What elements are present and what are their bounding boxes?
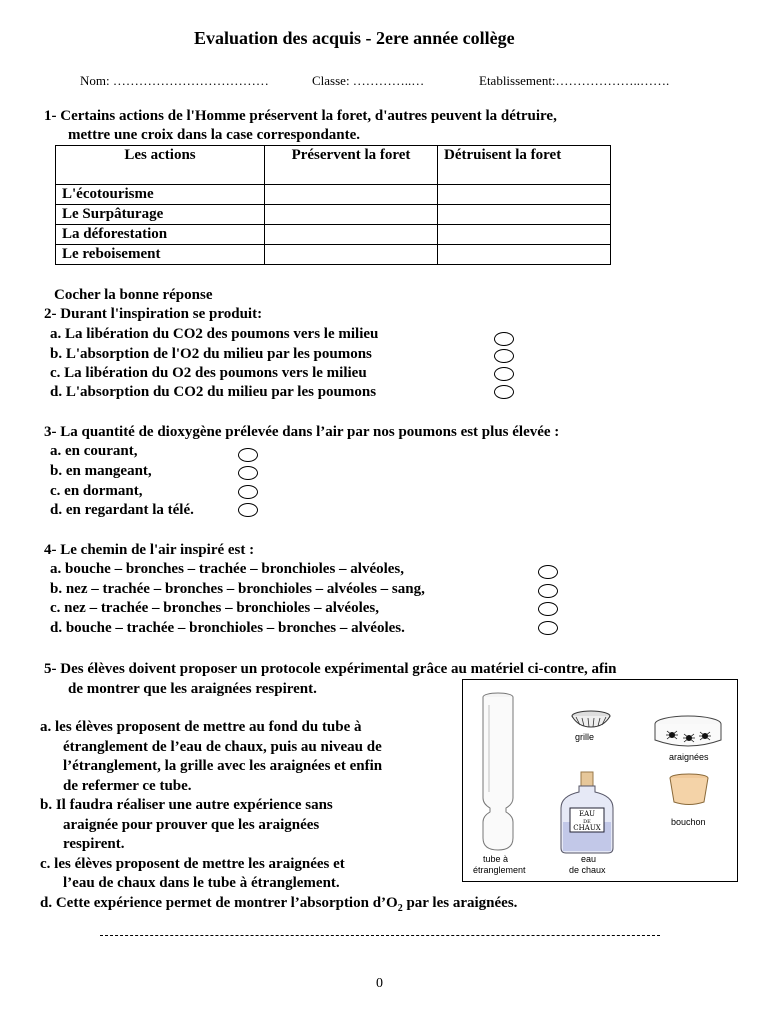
label-bouchon: bouchon (671, 817, 706, 827)
check-cell[interactable] (265, 205, 438, 225)
q1-line1: 1- Certains actions de l'Homme préservent la foret, d'autres peuvent la détruire, (44, 108, 557, 124)
row-label: L'écotourisme (56, 185, 265, 205)
q2-option-b: b. L'absorption de l'O2 du milieu par les poumons (50, 346, 372, 362)
q3-option-d: d. en regardant la télé. (50, 502, 194, 518)
check-cell[interactable] (265, 245, 438, 265)
q5-item-c-2: l’eau de chaux dans le tube à étranglement. (63, 875, 340, 891)
table-header-row (56, 146, 611, 185)
page-number: 0 (376, 976, 383, 991)
q3-radio-b[interactable] (238, 466, 258, 480)
q4-radio-c[interactable] (538, 602, 558, 616)
header-actions: Les actions (56, 146, 265, 185)
class-field: Classe: …………..… (312, 73, 425, 88)
q5-item-d-sub: 2 (397, 903, 403, 914)
q4-radio-d[interactable] (538, 621, 558, 635)
q2-radio-d[interactable] (494, 385, 514, 399)
q4-radio-a[interactable] (538, 565, 558, 579)
q5-item-a-3: l’étranglement, la grille avec les araignées et enfin (63, 758, 383, 774)
check-cell[interactable] (438, 245, 611, 265)
q2-radio-b[interactable] (494, 349, 514, 363)
bottle-label-3: CHAUX (573, 824, 601, 832)
header-preserve: Préservent la foret (265, 146, 438, 185)
label-eau-2: de chaux (569, 865, 606, 875)
q2-radio-a[interactable] (494, 332, 514, 346)
q5-item-a-1: a. les élèves proposent de mettre au fond du tube à (40, 719, 362, 735)
check-cell[interactable] (438, 225, 611, 245)
check-cell[interactable] (438, 205, 611, 225)
name-field: Nom: ……………………………… (80, 73, 269, 88)
q2-option-d: d. L'absorption du CO2 du milieu par les poumons (50, 384, 377, 400)
q5-item-d (40, 894, 517, 918)
header-destroy: Détruisent la foret (438, 146, 611, 185)
cork-icon (670, 774, 708, 805)
q2-option-c: c. La libération du O2 des poumons vers le milieu (50, 365, 367, 381)
label-tube-2: étranglement (473, 865, 526, 875)
row-label: Le reboisement (56, 245, 265, 265)
q5-item-b-3: respirent. (63, 836, 125, 852)
q3-question: 3- La quantité de dioxygène prélevée dans l’air par nos poumons est plus élevée : (44, 424, 560, 440)
instruction: Cocher la bonne réponse (54, 287, 213, 303)
q2-radio-c[interactable] (494, 367, 514, 381)
q3-radio-c[interactable] (238, 485, 258, 499)
row-label: La déforestation (56, 225, 265, 245)
label-eau-1: eau (581, 854, 597, 864)
q5-item-d-prefix: d. Cette expérience permet de montrer l’absorption d’O (40, 895, 398, 911)
table-row (56, 245, 611, 265)
page-title: Evaluation des acquis - 2ere année collège (194, 28, 515, 48)
table-row (56, 185, 611, 205)
q3-option-a: a. en courant, (50, 443, 138, 459)
material-drawing (463, 680, 737, 881)
q5-item-a-4: de refermer ce tube. (63, 778, 192, 794)
grid-icon (572, 711, 610, 727)
q2-option-a: a. La libération du CO2 des poumons vers le milieu (50, 326, 379, 342)
q5-item-d-suffix: par les araignées. (402, 895, 518, 911)
q3-option-c: c. en dormant, (50, 483, 143, 499)
q5-item-b-2: araignée pour prouver que les araignées (63, 817, 320, 833)
separator-line (100, 935, 660, 936)
label-tube-1: tube à (483, 854, 509, 864)
label-grille: grille (575, 732, 595, 742)
bottle-label-1: EAU (578, 810, 596, 818)
q5-line1: 5- Des élèves doivent proposer un protocole expérimental grâce au matériel ci-contre, afin (44, 661, 617, 677)
table-row (56, 205, 611, 225)
q1-line2: mettre une croix dans la case correspondante. (68, 127, 361, 143)
q5-item-b-1: b. Il faudra réaliser une autre expérience sans (40, 797, 333, 813)
check-cell[interactable] (438, 185, 611, 205)
q5-item-c-1: c. les élèves proposent de mettre les araignées et (40, 856, 345, 872)
school-field: Etablissement:………………..……. (479, 73, 670, 88)
table-row (56, 225, 611, 245)
q3-radio-d[interactable] (238, 503, 258, 517)
q4-option-d: d. bouche – trachée – bronchioles – bronches – alvéoles. (50, 620, 405, 636)
actions-table (55, 145, 611, 265)
q4-question: 4- Le chemin de l'air inspiré est : (44, 542, 255, 558)
check-cell[interactable] (265, 185, 438, 205)
q4-option-a: a. bouche – bronches – trachée – bronchioles – alvéoles, (50, 561, 405, 577)
bottle-label-2: DE (583, 819, 591, 825)
spiders-icon (655, 716, 721, 746)
material-figure (462, 679, 738, 882)
check-cell[interactable] (265, 225, 438, 245)
q4-option-c: c. nez – trachée – bronches – bronchioles – alvéoles, (50, 600, 379, 616)
q2-question: 2- Durant l'inspiration se produit: (44, 306, 263, 322)
q5-line2: de montrer que les araignées respirent. (68, 681, 317, 697)
q4-option-b: b. nez – trachée – bronches – bronchioles – alvéoles – sang, (50, 581, 425, 597)
q3-radio-a[interactable] (238, 448, 258, 462)
label-araignees: araignées (669, 752, 709, 762)
q5-item-a-2: étranglement de l’eau de chaux, puis au niveau de (63, 739, 382, 755)
bottle-icon (561, 772, 613, 853)
q3-option-b: b. en mangeant, (50, 463, 152, 479)
row-label: Le Surpâturage (56, 205, 265, 225)
q4-radio-b[interactable] (538, 584, 558, 598)
tube-icon (483, 693, 513, 850)
